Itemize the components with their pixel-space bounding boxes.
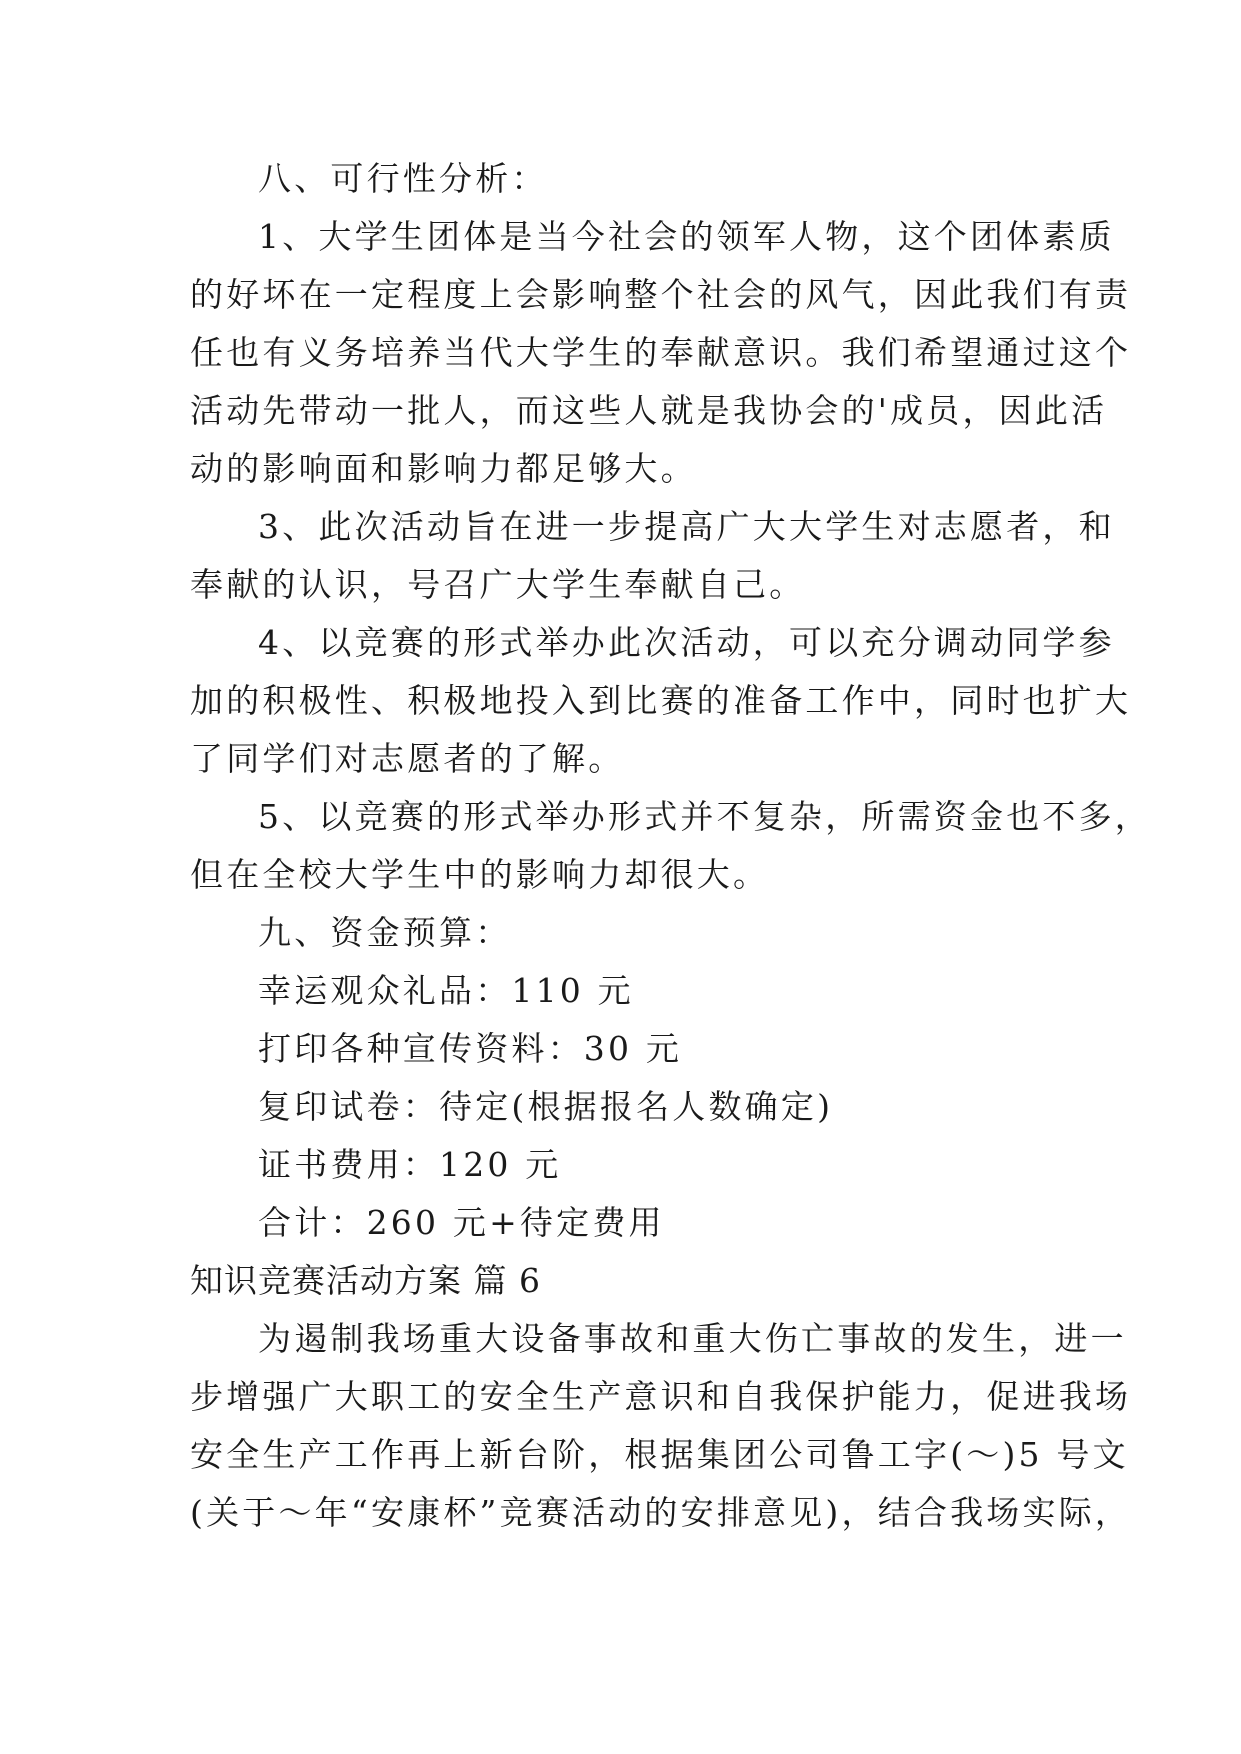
- paragraph-line: 动的影响面和影响力都足够大。: [190, 449, 697, 488]
- section-8-title: 八、可行性分析：: [258, 159, 548, 198]
- paragraph-line: 1、大学生团体是当今社会的领军人物，这个团体素质: [258, 217, 1115, 256]
- budget-item: 打印各种宣传资料：30 元: [258, 1029, 683, 1068]
- paragraph-line: 了同学们对志愿者的了解。: [190, 739, 625, 778]
- document-page: [190, 150, 1151, 1542]
- paragraph-line: 为遏制我场重大设备事故和重大伤亡事故的发生，进一: [258, 1319, 1127, 1358]
- paragraph-line: (关于～年“安康杯”竞赛活动的安排意见)，结合我场实际，: [190, 1493, 1132, 1532]
- paragraph-line: 奉献的认识，号召广大学生奉献自己。: [190, 565, 806, 604]
- budget-item: 幸运观众礼品：110 元: [258, 971, 634, 1010]
- paragraph-item-3: [190, 498, 1115, 614]
- paragraph-doc6-intro: [190, 1310, 1132, 1542]
- paragraph-line: 加的积极性、积极地投入到比赛的准备工作中，同时也扩大: [190, 681, 1132, 720]
- budget-item: 证书费用：120 元: [258, 1145, 562, 1184]
- paragraph-line: 安全生产工作再上新台阶，根据集团公司鲁工字(～)5 号文: [190, 1435, 1129, 1474]
- budget-total: 合计：260 元+待定费用: [258, 1203, 665, 1242]
- paragraph-line: 步增强广大职工的安全生产意识和自我保护能力，促进我场: [190, 1377, 1132, 1416]
- paragraph-line: 5、以竞赛的形式举办形式并不复杂，所需资金也不多，: [258, 797, 1151, 836]
- section-9-title: 九、资金预算：: [258, 913, 512, 952]
- paragraph-line: 活动先带动一批人，而这些人就是我协会的'成员，因此活: [190, 391, 1108, 430]
- paragraph-line: 任也有义务培养当代大学生的奉献意识。我们希望通过这个: [190, 333, 1132, 372]
- paragraph-line: 但在全校大学生中的影响力却很大。: [190, 855, 770, 894]
- document-heading: 知识竞赛活动方案 篇 6: [190, 1261, 541, 1300]
- budget-item: 复印试卷：待定(根据报名人数确定): [258, 1087, 834, 1126]
- paragraph-item-4: [190, 614, 1132, 788]
- paragraph-item-5: [190, 788, 1151, 904]
- paragraph-item-1: [190, 208, 1132, 498]
- paragraph-line: 的好坏在一定程度上会影响整个社会的风气，因此我们有责: [190, 275, 1132, 314]
- paragraph-line: 4、以竞赛的形式举办此次活动，可以充分调动同学参: [258, 623, 1115, 662]
- paragraph-line: 3、此次活动旨在进一步提高广大大学生对志愿者，和: [258, 507, 1115, 546]
- budget-list: [190, 962, 1070, 1252]
